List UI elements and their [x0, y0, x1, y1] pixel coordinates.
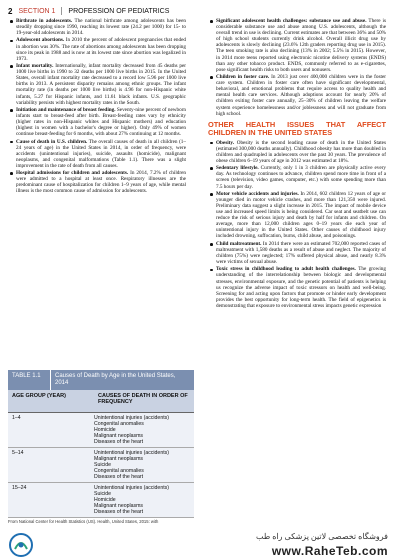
watermark-persian-text: فروشگاه تخصصی لاتین پزشکی راه طب — [255, 532, 388, 541]
list-item: Adolescent abortions. In 2010 the percent of adolescent pregnancies that ended in abortion was 30%. The rate of abortions among adolescents has been dropping since its peak in 1988 and is now at its lowest rate since abortion was legalized in 1973. — [16, 37, 187, 62]
list-item: Toxic stress in childhood leading to adult health challenges. The growing understanding of the interrelationship between biologic and developmental stresses, environmental exposure, and the genetic potential of patients is helping us recognize the adverse impact of toxic stressors on health and well-being. Screening for and acting upon factors that promote or hinder early development provides the best opportunity for long-term health. The field of epigenetics is demonstrating that exposure to environmental stress impacts genetic expression — [216, 266, 386, 309]
watermark-banner — [0, 530, 400, 560]
left-bullet-list — [8, 18, 186, 195]
page-number: 2 — [8, 6, 13, 16]
right-bullet-list-bottom — [208, 140, 386, 309]
table-row: 5–14 Unintentional injuries (accidents) Malignant neoplasms Suicide Congenital anomalies Diseases of the heart — [8, 448, 194, 483]
watermark-url[interactable]: www.RaheTeb.com — [271, 544, 388, 558]
list-item: Sedentary lifestyle. Currently, only 1 in 3 children are physically active every day. As technology continues to advance, children spend more time in front of a screen (television, video games, computer, etc.) with some spending more than 7.5 hours per day. — [216, 165, 386, 190]
list-item: Motor vehicle accidents and injuries. In 2014, 602 children 12 years of age or younger died in motor vehicle crashes, and more than 121,350 were injured. Preliminary data suggest a slight increase in 2015. The impact of mobile device use and increased speed limits is being considered. Car seat and seatbelt use can reduce the risk of serious injury and death by half for infants and children. On average, more than 12,000 children ages 0–19 years die each year of unintentional injury in the United States. Other causes of childhood injury included drowning, suffocation, burns, child abuse, and poisonings. — [216, 190, 386, 240]
table-caption — [8, 370, 194, 390]
list-item: Hospital admissions for children and adolescents. In 2014, 7.2% of children were admitted to a hospital at least once. Respiratory illnesses are the predominant cause of hospitalization for children 1–9 years of age, while mental illness is the most common cause of admission for adolescents. — [16, 170, 186, 195]
list-item: Children in foster care. In 2013 just over 400,000 children were in the foster care system. Children in foster care often have significant developmental, behavioral, and emotional problems that require access to quality health and mental health care services. Although adoptions account for nearly 20% of children exiting foster care annually, 25–30% of children leaving the welfare system experience homelessness and/or joblessness and will not graduate from high school. — [216, 74, 386, 117]
section-heading: OTHER HEALTH ISSUES THAT AFFECT CHILDREN IN THE UNITED STATES — [208, 119, 386, 137]
table-source: From National Center for Health Statistics (US). Health, United States, 2015: with — [8, 519, 159, 524]
right-bullet-list-top — [208, 18, 386, 117]
header-divider — [61, 7, 62, 15]
page-header — [8, 4, 169, 18]
list-item: Initiation and maintenance of breast feeding. Seventy-nine percent of newborn infants start to breast-feed after birth. Breast-feeding rates vary by ethnicity (higher rates in non-Hispanic whites and Hispanic mothers) and education (highest in women with a bachelor's degree or higher). Only 49% of women continue breast-feeding for 6 months, with about 27% continuing at 12 months. — [16, 106, 187, 138]
table-row: 15–24 Unintentional injuries (accidents) Suicide Homicide Malignant neoplasms Diseases of the heart — [8, 483, 194, 518]
column-header-causes: CAUSES OF DEATH IN ORDER OF FREQUENCY — [98, 393, 188, 405]
list-item: Significant adolescent health challenges: substance use and abuse. There is considerable substance use and abuse among U.S. adolescents, although the overall trend in use is declining. Current estimates are that between 36% and 50% of high school students currently drink alcohol. Overall illicit drug use by adolescents is slowly declining (23.6% 12th graders reporting drug use in 2015). The teen smoking rate is also declining (13% in 2002; 5.5% in 2015). However, in 2014 more teens reported using electronic nicotine delivery systems (ENDS) than any other tobacco product. ENDS, commonly referred to as e-cigarettes, pose significant health risks to both users and nonusers. — [216, 18, 386, 73]
raheteb-logo-icon — [8, 532, 34, 558]
table-row: 1–4 Unintentional injuries (accidents) Congenital anomalies Homicide Malignant neoplasms Diseases of the heart — [8, 413, 194, 448]
list-item: Obesity. Obesity is the second leading cause of death in the United States (estimated 300,000 deaths annually). Childhood obesity has more than doubled in children and quadrupled in adolescents over the past 30 years. The prevalence of obese children 6–19 years of age in 2012 was estimated at 18%. — [216, 139, 386, 164]
section-label: SECTION 1 — [18, 7, 56, 15]
list-item: Cause of death in U.S. children. The overall causes of death in all children (1–24 years of age) in the United States in 2014, in order of frequency, were accidents (unintentional injuries), suicide, assaults (homicide), malignant neoplasms, and congenital malformations (Table 1.1). There was a slight improvement in the rate of death from all causes. — [16, 138, 186, 169]
table-number: TABLE 1.1 — [8, 370, 51, 390]
column-header-age: AGE GROUP (YEAR) — [12, 393, 66, 399]
table-1-1 — [8, 370, 194, 524]
list-item: Child maltreatment. In 2014 there were an estimated 702,000 reported cases of maltreatment with 1,580 deaths as a result of abuse and neglect. The majority of children (75%) were neglected; 17% suffered physical abuse, and nearly 8.3% were victims of sexual abuse. — [216, 240, 386, 266]
left-column — [8, 18, 186, 196]
list-item: Infant mortality. Internationally, infant mortality decreased from 45 deaths per 1000 live births in 1990 to 32 deaths per 1000 live births in 2015. In the United States, overall infant mortality rate decreased to a record low 5.96 per 1000 live births in 2013. A persistent disparity remains among ethnic groups. The infant mortality rate (in deaths per 1000 live births) is 4.96 for non-Hispanic white infants, 5.27 for Hispanic infants, and 11.61 black infants. U.S. geographic variability persists with highest mortality rates in the South. — [16, 63, 186, 106]
chapter-title: PROFESSION OF PEDIATRICS — [68, 7, 170, 15]
table-title: Causes of Death by Age in the United States, 2014 — [55, 373, 176, 386]
list-item: Birthrate in adolescents. The national birthrate among adolescents has been steadily dropping since 1990, reaching its lowest rate (24.2 per 1000) for 15- to 19-year-old adolescents in 2014. — [16, 18, 186, 37]
right-column — [208, 18, 386, 310]
table-header-row — [8, 390, 194, 413]
